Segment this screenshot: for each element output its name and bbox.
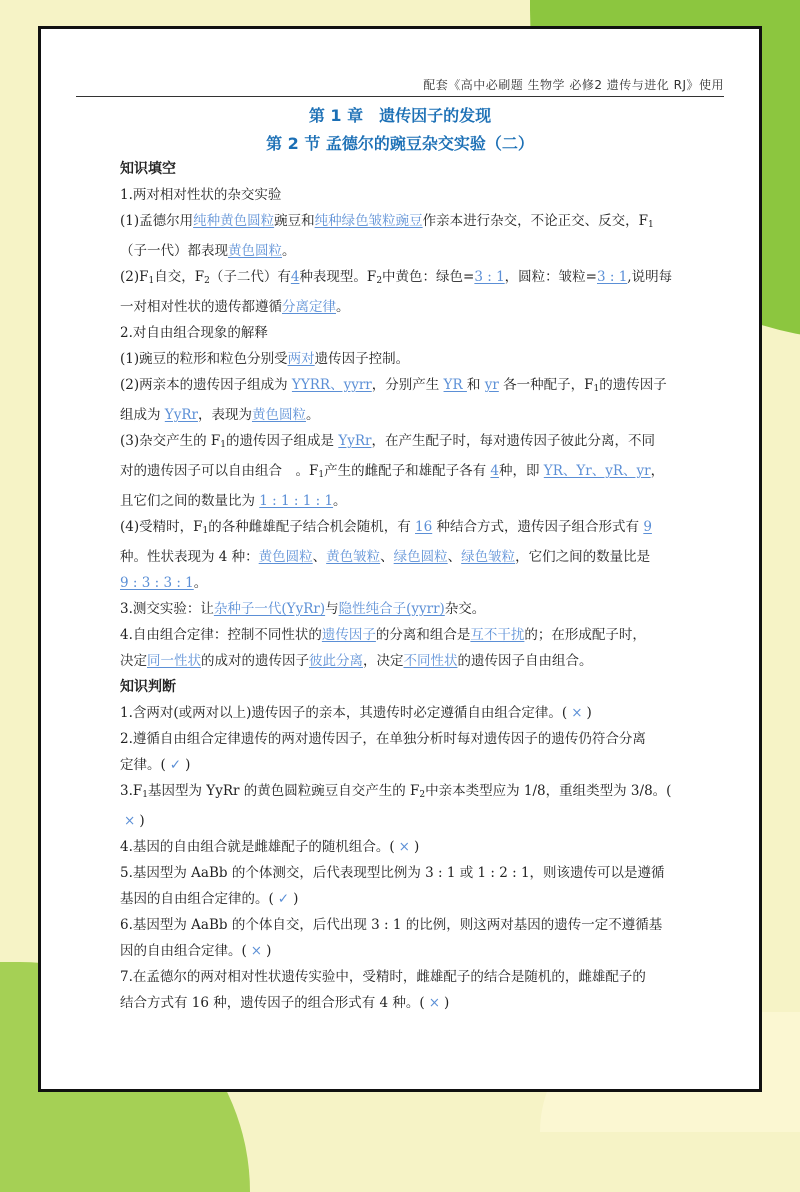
judge-item-3-cont: × ): [120, 810, 682, 833]
fill-item-3: 3.测交实验：让杂种子一代(YyRr)与隐性纯合子(yyrr)杂交。: [120, 601, 486, 617]
answer: 4: [490, 463, 499, 479]
fill-item-2-1: (1)豌豆的粒形和粒色分别受两对遗传因子控制。: [120, 351, 410, 367]
answer: 黄色圆粒: [251, 407, 306, 423]
judge-heading: 知识判断: [120, 679, 176, 695]
cross-icon: ×: [250, 943, 263, 959]
answer: 分离定律: [282, 299, 336, 315]
section-title: 第 2 节 孟德尔的豌豆杂交实验（二）: [266, 134, 534, 153]
judge-item-7-cont: 结合方式有 16 种，遗传因子的组合形式有 4 种。( × ): [120, 992, 682, 1015]
answer: 绿色圆粒: [393, 549, 448, 565]
chapter-title: 第 1 章 遗传因子的发现: [308, 106, 492, 125]
answer: 纯种黄色圆粒: [193, 213, 275, 229]
judge-item-2-cont: 定律。( ✓ ): [120, 754, 682, 777]
cross-icon: ×: [398, 839, 410, 855]
answer: 隐性纯合子(yyrr): [338, 601, 445, 617]
answer: YyRr: [338, 433, 372, 449]
answer: 绿色皱粒: [461, 549, 516, 565]
judge-item-2: 2.遵循自由组合定律遗传的两对遗传因子，在单独分析时每对遗传因子的遗传仍符合分离: [120, 731, 646, 747]
answer: 纯种绿色皱粒豌豆: [314, 213, 423, 229]
fill-item-2-2-cont: 组成为 YyRr，表现为黄色圆粒。: [120, 407, 320, 423]
answer: 彼此分离: [309, 653, 363, 669]
fill-item-4-cont: 决定同一性状的成对的遗传因子彼此分离，决定不同性状的遗传因子自由组合。: [120, 653, 593, 669]
fill-item-2-4-cont2: 9 : 3 : 3 : 1。: [120, 575, 208, 591]
judge-item-6: 6.基因型为 AaBb 的个体自交，后代出现 3 : 1 的比例，则这两对基因的遗传一定不遵循基: [120, 917, 663, 933]
answer: YR、Yr、yR、yr: [543, 463, 651, 479]
judge-item-1: 1.含两对(或两对以上)遗传因子的亲本，其遗传时必定遵循自由组合定律。( × ): [120, 702, 682, 725]
answer: YyRr: [164, 407, 198, 423]
fill-item-1-1: (1)孟德尔用纯种黄色圆粒豌豆和纯种绿色皱粒豌豆作亲本进行杂交，不论正交、反交，$F_1$: [120, 213, 654, 230]
cross-icon: ×: [428, 995, 441, 1011]
answer: 9 : 3 : 3 : 1: [120, 575, 194, 591]
answer: 两对: [287, 351, 315, 367]
judge-item-3: $3.F_1$基因型为 YyRr 的黄色圆粒豌豆自交产生的 $F_2$中亲本类型应为 1/8，重组类型为 3/8。(: [120, 783, 672, 800]
header-text: 配套《高中必刷题 生物学 必修2 遗传与进化 RJ》使用: [423, 78, 724, 92]
answer: 16: [415, 519, 433, 535]
answer: 遗传因子: [321, 627, 376, 643]
fill-item-1-1-cont: （子一代）都表现黄色圆粒。: [120, 243, 296, 259]
judge-item-4: 4.基因的自由组合就是雌雄配子的随机组合。( × ): [120, 836, 682, 859]
fill-item-4: 4.自由组合定律：控制不同性状的遗传因子的分离和组合是互不干扰的；在形成配子时，: [120, 627, 646, 643]
answer: 3 : 1: [474, 269, 505, 285]
running-header: [76, 69, 724, 97]
answer: 9: [643, 519, 652, 535]
fill-item-1-2-cont: 一对相对性状的遗传都遵循分离定律。: [120, 299, 350, 315]
fill-item-1-2: $(2)F_1$自交，$F_2$（子二代）有4种表现型。$F_2$中黄色：绿色=3 : 1，圆粒：皱粒=3 : 1,说明每: [120, 269, 673, 286]
fill-item-2-3-cont: 对的遗传因子可以自由组合 。$F_1$产生的雌配子和雄配子各有 4种，即 YR、Yr、yR、yr，: [120, 463, 665, 480]
fill-item-2-4: (4)受精时，$F_1$的各种雌雄配子结合机会随机，有 16 种结合方式，遗传因子组合形式有 9: [120, 519, 652, 536]
fill-heading: 知识填空: [120, 161, 176, 177]
judge-item-7: 7.在孟德尔的两对相对性状遗传实验中，受精时，雌雄配子的结合是随机的，雌雄配子的: [120, 969, 646, 985]
answer: 同一性状: [147, 653, 201, 669]
answer: 黄色圆粒: [228, 243, 282, 259]
answer: 黄色皱粒: [326, 549, 381, 565]
fill-item-1-heading: 1.两对相对性状的杂交实验: [120, 187, 282, 203]
judge-item-6-cont: 因的自由组合定律。( × ): [120, 940, 682, 963]
content: [120, 158, 682, 1018]
fill-item-2-2: (2)两亲本的遗传因子组成为 YYRR、yyrr，分别产生 YR 和 yr 各一种配子，$F_1$的遗传因子: [120, 377, 667, 394]
answer: 不同性状: [403, 653, 458, 669]
answer: YR: [443, 377, 467, 393]
cross-icon: ×: [571, 705, 583, 721]
answer: 4: [290, 269, 300, 285]
fill-item-2-3: (3)杂交产生的 $F_1$的遗传因子组成是 YyRr，在产生配子时，每对遗传因子彼此分离，不同: [120, 433, 655, 450]
check-icon: ✓: [277, 891, 290, 907]
answer: 互不干扰: [470, 627, 525, 643]
fill-item-2-3-cont2: 且它们之间的数量比为 1 : 1 : 1 : 1。: [120, 493, 347, 509]
cross-icon: ×: [124, 813, 136, 829]
answer: 1 : 1 : 1 : 1: [259, 493, 334, 509]
judge-item-5-cont: 基因的自由组合定律的。( ✓ ): [120, 888, 682, 911]
fill-item-2-heading: 2.对自由组合现象的解释: [120, 325, 268, 341]
answer: 杂种子一代(YyRr): [213, 601, 326, 617]
answer: 黄色圆粒: [258, 549, 313, 565]
fill-item-2-4-cont: 种。性状表现为 4 种：黄色圆粒、黄色皱粒、绿色圆粒、绿色皱粒，它们之间的数量比是: [120, 549, 651, 565]
answer: 3 : 1: [596, 269, 628, 285]
check-icon: ✓: [169, 757, 182, 773]
answer: yr: [484, 377, 499, 393]
answer: YYRR、yyrr: [291, 377, 372, 393]
judge-item-5: 5.基因型为 AaBb 的个体测交，后代表现型比例为 3 : 1 或 1 : 2 : 1，则该遗传可以是遵循: [120, 865, 665, 881]
